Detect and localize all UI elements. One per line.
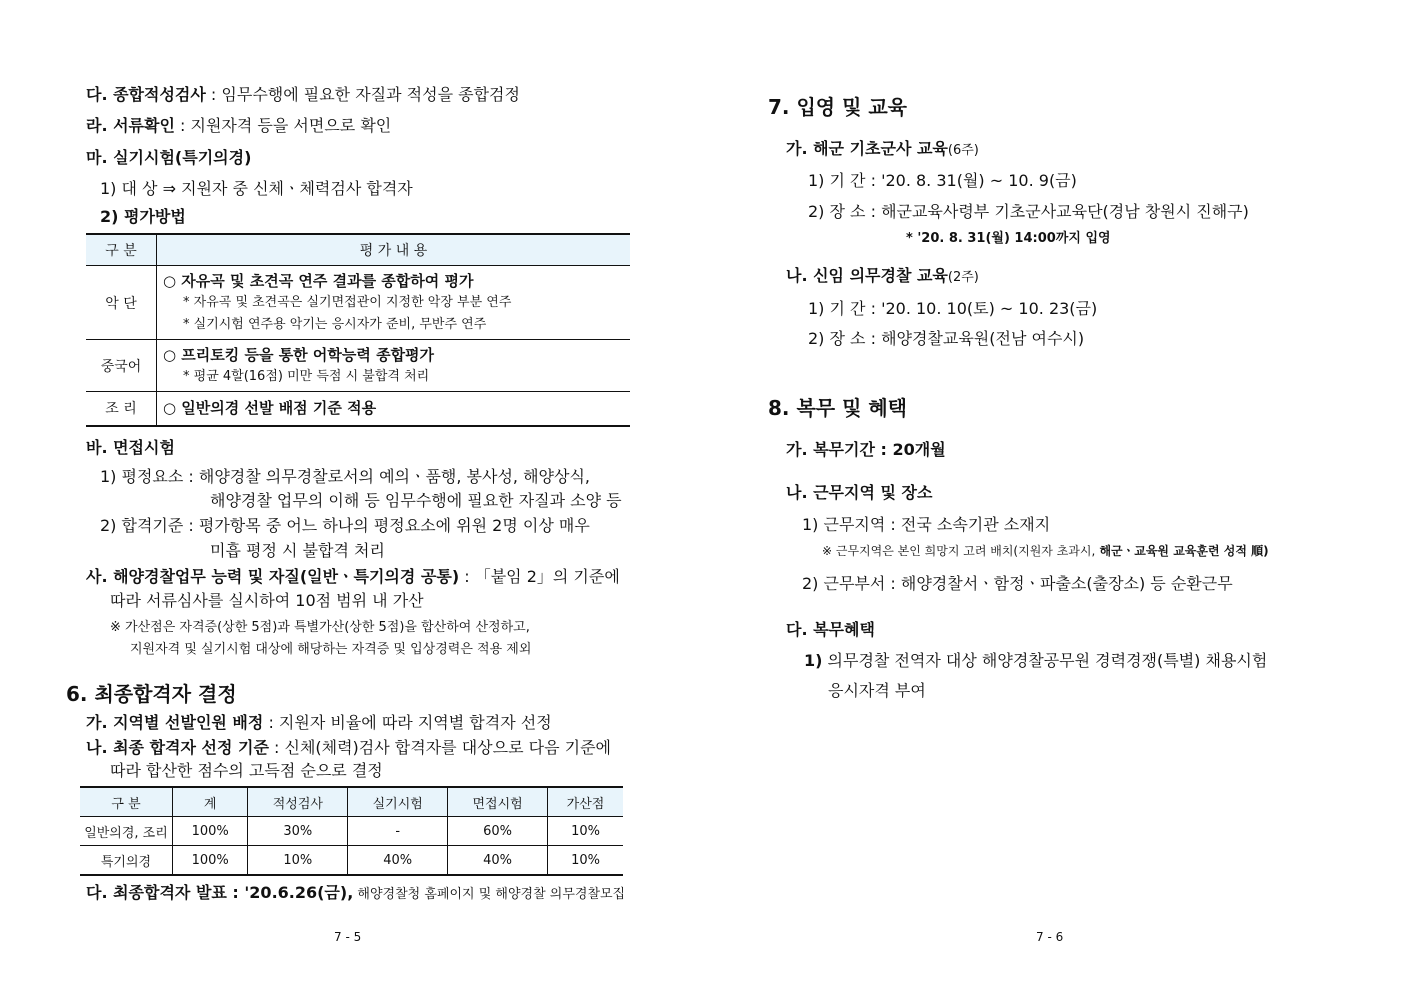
- item-7-na: 나. 신임 의무경찰 교육(2주): [786, 266, 979, 285]
- item-7-ga: 가. 해군 기초군사 교육(6주): [786, 139, 979, 158]
- score-cell: 10%: [248, 846, 348, 876]
- table-row: [80, 846, 623, 876]
- item-6-na: 나. 최종 합격자 선정 기준 : 신체(체력)검사 합격자를 대상으로 다음 기준에: [86, 738, 611, 757]
- eval-header-category: 구 분: [86, 234, 157, 266]
- item-8-da-1-cont: 응시자격 부여: [828, 681, 926, 700]
- page-number: 7 - 5: [334, 930, 362, 944]
- score-cell: 특기의경: [80, 846, 173, 876]
- item-7-ga-1: 1) 기 간 : '20. 8. 31(월) ~ 10. 9(금): [808, 171, 1077, 190]
- score-header: 실기시험: [348, 787, 448, 817]
- item-ma: 마. 실기시험(특기의경): [86, 148, 252, 167]
- item-sa-note: ※ 가산점은 자격증(상한 5점)과 특별가산(상한 5점)을 합산하여 산정하고,: [110, 620, 530, 635]
- score-cell: -: [348, 817, 448, 846]
- score-header: 적성검사: [248, 787, 348, 817]
- eval-note: * 자유곡 및 초견곡은 실기면접관이 지정한 악장 부분 연주: [183, 294, 512, 310]
- score-header: 면접시험: [448, 787, 548, 817]
- item-da: 다. 종합적성검사 : 임무수행에 필요한 자질과 적성을 종합검정: [86, 85, 520, 104]
- item-sa-cont: 따라 서류심사를 실시하여 10점 범위 내 가산: [110, 591, 424, 610]
- item-7-na-2: 2) 장 소 : 해양경찰교육원(전남 여수시): [808, 329, 1085, 348]
- eval-header-content: 평 가 내 용: [157, 234, 631, 266]
- item-ba-2-cont: 미흡 평정 시 불합격 처리: [210, 541, 385, 560]
- item-8-da-1: 1) 의무경찰 전역자 대상 해양경찰공무원 경력경쟁(특별) 채용시험: [804, 651, 1268, 670]
- eval-category: 중국어: [86, 340, 157, 392]
- eval-row-band: [86, 266, 630, 340]
- page-number: 7 - 6: [1036, 930, 1064, 944]
- score-cell: 일반의경, 조리: [80, 817, 173, 846]
- evaluation-table: [86, 233, 630, 427]
- score-header: 구 분: [80, 787, 173, 817]
- item-ba-1: 1) 평정요소 : 해양경찰 의무경찰로서의 예의ㆍ품행, 봉사성, 해양상식,: [100, 467, 590, 486]
- item-7-na-1: 1) 기 간 : '20. 10. 10(토) ~ 10. 23(금): [808, 299, 1098, 318]
- item-8-na: 나. 근무지역 및 장소: [786, 483, 933, 502]
- item-ba-1-cont: 해양경찰 업무의 이해 등 임무수행에 필요한 자질과 소양 등: [210, 491, 622, 510]
- right-page: [702, 0, 1403, 992]
- item-6-na-cont: 따라 합산한 점수의 고득점 순으로 결정: [110, 761, 383, 780]
- item-8-na-note: ※ 근무지역은 본인 희망지 고려 배치(지원자 초과시, 해군ㆍ교육원 교육훈련 성적 順): [822, 544, 1269, 558]
- eval-row-cook: [86, 392, 630, 426]
- score-cell: 40%: [448, 846, 548, 876]
- item-ba-2: 2) 합격기준 : 평가항목 중 어느 하나의 평정요소에 위원 2명 이상 매우: [100, 516, 590, 535]
- score-cell: 100%: [173, 846, 248, 876]
- eval-note: * 실기시험 연주용 악기는 응시자가 준비, 무반주 연주: [183, 316, 487, 332]
- score-cell: 60%: [448, 817, 548, 846]
- eval-row-chinese: [86, 340, 630, 392]
- item-ma-1: 1) 대 상 ⇒ 지원자 중 신체ㆍ체력검사 합격자: [100, 179, 413, 198]
- table-row: [80, 817, 623, 846]
- score-cell: 10%: [548, 846, 623, 876]
- item-7-ga-note: * '20. 8. 31(월) 14:00까지 입영: [906, 231, 1111, 246]
- item-8-na-1: 1) 근무지역 : 전국 소속기관 소재지: [802, 515, 1051, 534]
- eval-table-header: [86, 234, 630, 266]
- item-sa: 사. 해양경찰업무 능력 및 자질(일반ㆍ특기의경 공통) : 「붙임 2」의 기준에: [86, 567, 620, 586]
- score-cell: 100%: [173, 817, 248, 846]
- section-6-heading: 6. 최종합격자 결정: [66, 682, 237, 706]
- section-8-heading: 8. 복무 및 혜택: [768, 396, 908, 420]
- eval-main: ○ 프리토킹 등을 통한 어학능력 종합평가: [163, 345, 435, 364]
- item-ba: 바. 면접시험: [86, 438, 175, 457]
- score-cell: 40%: [348, 846, 448, 876]
- item-6-da: 다. 최종합격자 발표 : '20.6.26(금), 해양경찰청 홈페이지 및 해양경찰 의무경찰모집: [86, 883, 626, 902]
- eval-category: 악 단: [86, 266, 157, 340]
- score-header: 가산점: [548, 787, 623, 817]
- score-header: 계: [173, 787, 248, 817]
- score-cell: 30%: [248, 817, 348, 846]
- eval-main: ○ 일반의경 선발 배점 기준 적용: [163, 399, 377, 418]
- item-8-na-2: 2) 근무부서 : 해양경찰서ㆍ함정ㆍ파출소(출장소) 등 순환근무: [802, 574, 1233, 593]
- score-cell: 10%: [548, 817, 623, 846]
- section-7-heading: 7. 입영 및 교육: [768, 95, 908, 119]
- eval-category: 조 리: [86, 392, 157, 426]
- item-8-ga: 가. 복무기간 : 20개월: [786, 440, 946, 459]
- eval-main: ○ 자유곡 및 초견곡 연주 결과를 종합하여 평가: [163, 271, 474, 290]
- score-table: [80, 786, 623, 876]
- item-6-ga: 가. 지역별 선발인원 배정 : 지원자 비율에 따라 지역별 합격자 선정: [86, 713, 552, 732]
- item-sa-note-cont: 지원자격 및 실기시험 대상에 해당하는 자격증 및 입상경력은 적용 제외: [130, 642, 532, 657]
- eval-note: * 평균 4할(16점) 미만 득점 시 불합격 처리: [183, 368, 430, 384]
- score-table-header: [80, 787, 623, 817]
- item-ma-2: 2) 평가방법: [100, 207, 186, 226]
- item-8-da: 다. 복무혜택: [786, 620, 875, 639]
- item-ra: 라. 서류확인 : 지원자격 등을 서면으로 확인: [86, 116, 392, 135]
- item-7-ga-2: 2) 장 소 : 해군교육사령부 기초군사교육단(경남 창원시 진해구): [808, 202, 1249, 221]
